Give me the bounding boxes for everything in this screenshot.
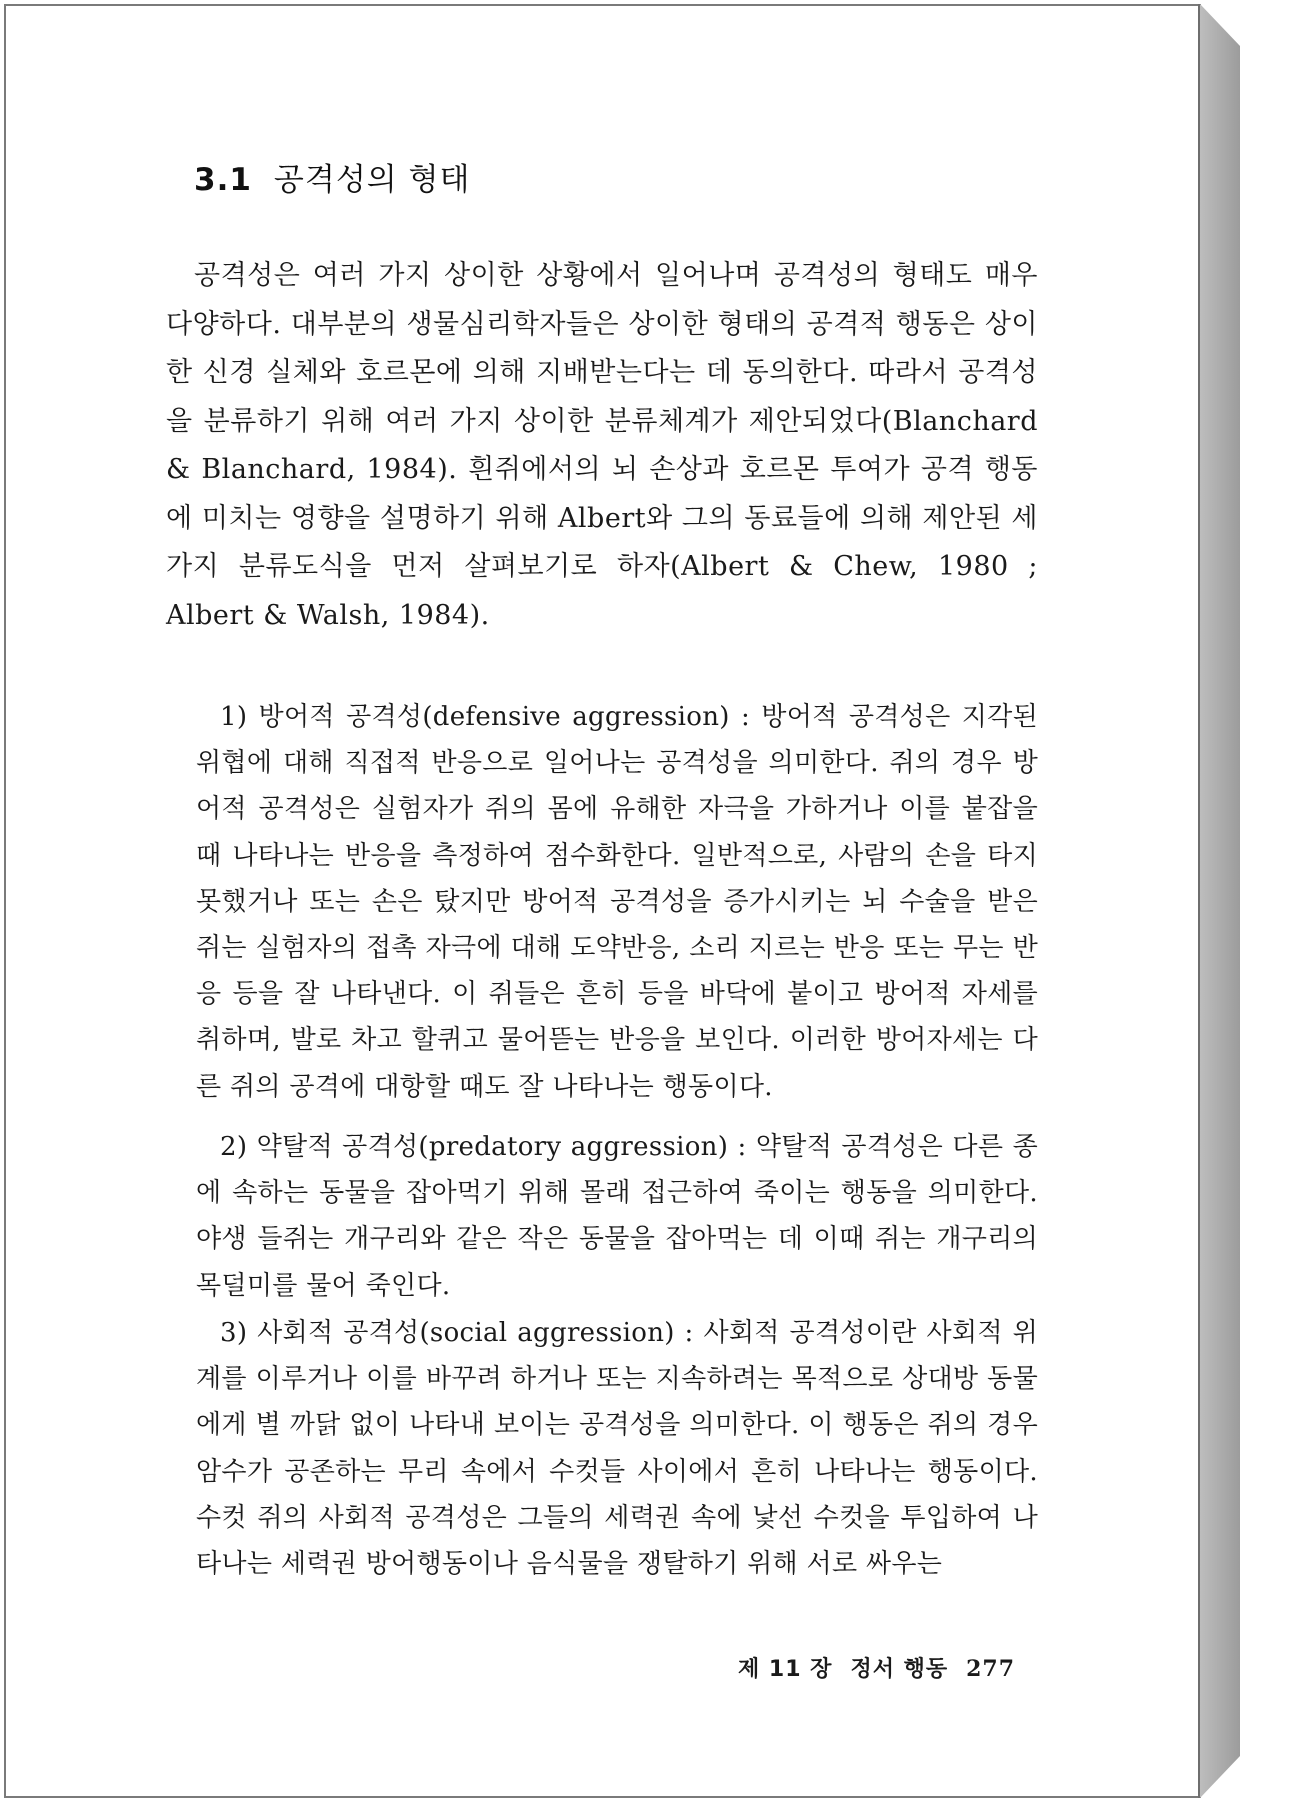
list-item-predatory-aggression: 2) 약탈적 공격성(predatory aggression) : 약탈적 공격성은 다른 종에 속하는 동물을 잡아먹기 위해 몰래 접근하여 죽이는 행동을 의미한다. 야생 들쥐는 개구리와 같은 작은 동물을 잡아먹는 데 이때 쥐는 개구리의 목덜미를 물어 죽인다. [196,1132,1038,1301]
section-title: 공격성의 형태 [273,162,471,198]
list-item-social-aggression: 3) 사회적 공격성(social aggression) : 사회적 공격성이란 사회적 위계를 이루거나 이를 바꾸려 하거나 또는 지속하려는 목적으로 상대방 동물에게 별 까닭 없이 나타내 보이는 공격성을 의미한다. 이 행동은 쥐의 경우 암수가 공존하는 무리 속에서 수컷들 사이에서 흔히 나타나는 행동이다. 수컷 쥐의 사회적 공격성은 그들의 세력권 속에 낯선 수컷을 투입하여 나타나는 세력권 방어행동이나 음식물을 쟁탈하기 위해 서로 싸우는 [196,1318,1038,1580]
chapter-label: 제 11 장 [738,1657,833,1682]
page-number: 277 [966,1656,1016,1682]
intro-paragraph: 공격성은 여러 가지 상이한 상황에서 일어나며 공격성의 형태도 매우 다양하다. 대부분의 생물심리학자들은 상이한 형태의 공격적 행동은 상이한 신경 실체와 호르몬에 의해 지배받는다는 데 동의한다. 따라서 공격성을 분류하기 위해 여러 가지 상이한 분류체계가 제안되었다(Blanchard & Blanchard, 1984). 흰쥐에서의 뇌 손상과 호르몬 투여가 공격 행동에 미치는 영향을 설명하기 위해 Albert와 그의 동료들에 의해 제안된 세 가지 분류도식을 먼저 살펴보기로 하자(Albert & Chew, 1980 ; Albert & Walsh, 1984). [166,260,1038,631]
section-heading [194,154,470,199]
page-footer [738,1652,1015,1683]
chapter-title: 정서 행동 [850,1657,949,1682]
book-page [4,4,1200,1798]
book-spine [1200,4,1240,1798]
section-number: 3.1 [194,162,252,198]
list-item-defensive-aggression: 1) 방어적 공격성(defensive aggression) : 방어적 공격성은 지각된 위협에 대해 직접적 반응으로 일어나는 공격성을 의미한다. 쥐의 경우 방어적 공격성은 실험자가 쥐의 몸에 유해한 자극을 가하거나 이를 붙잡을 때 나타나는 반응을 측정하여 점수화한다. 일반적으로, 사람의 손을 타지 못했거나 또는 손은 탔지만 방어적 공격성을 증가시키는 뇌 수술을 받은 쥐는 실험자의 접촉 자극에 대해 도약반응, 소리 지르는 반응 또는 무는 반응 등을 잘 나타낸다. 이 쥐들은 흔히 등을 바닥에 붙이고 방어적 자세를 취하며, 발로 차고 할퀴고 물어뜯는 반응을 보인다. 이러한 방어자세는 다른 쥐의 공격에 대항할 때도 잘 나타나는 행동이다. [196,702,1038,1102]
